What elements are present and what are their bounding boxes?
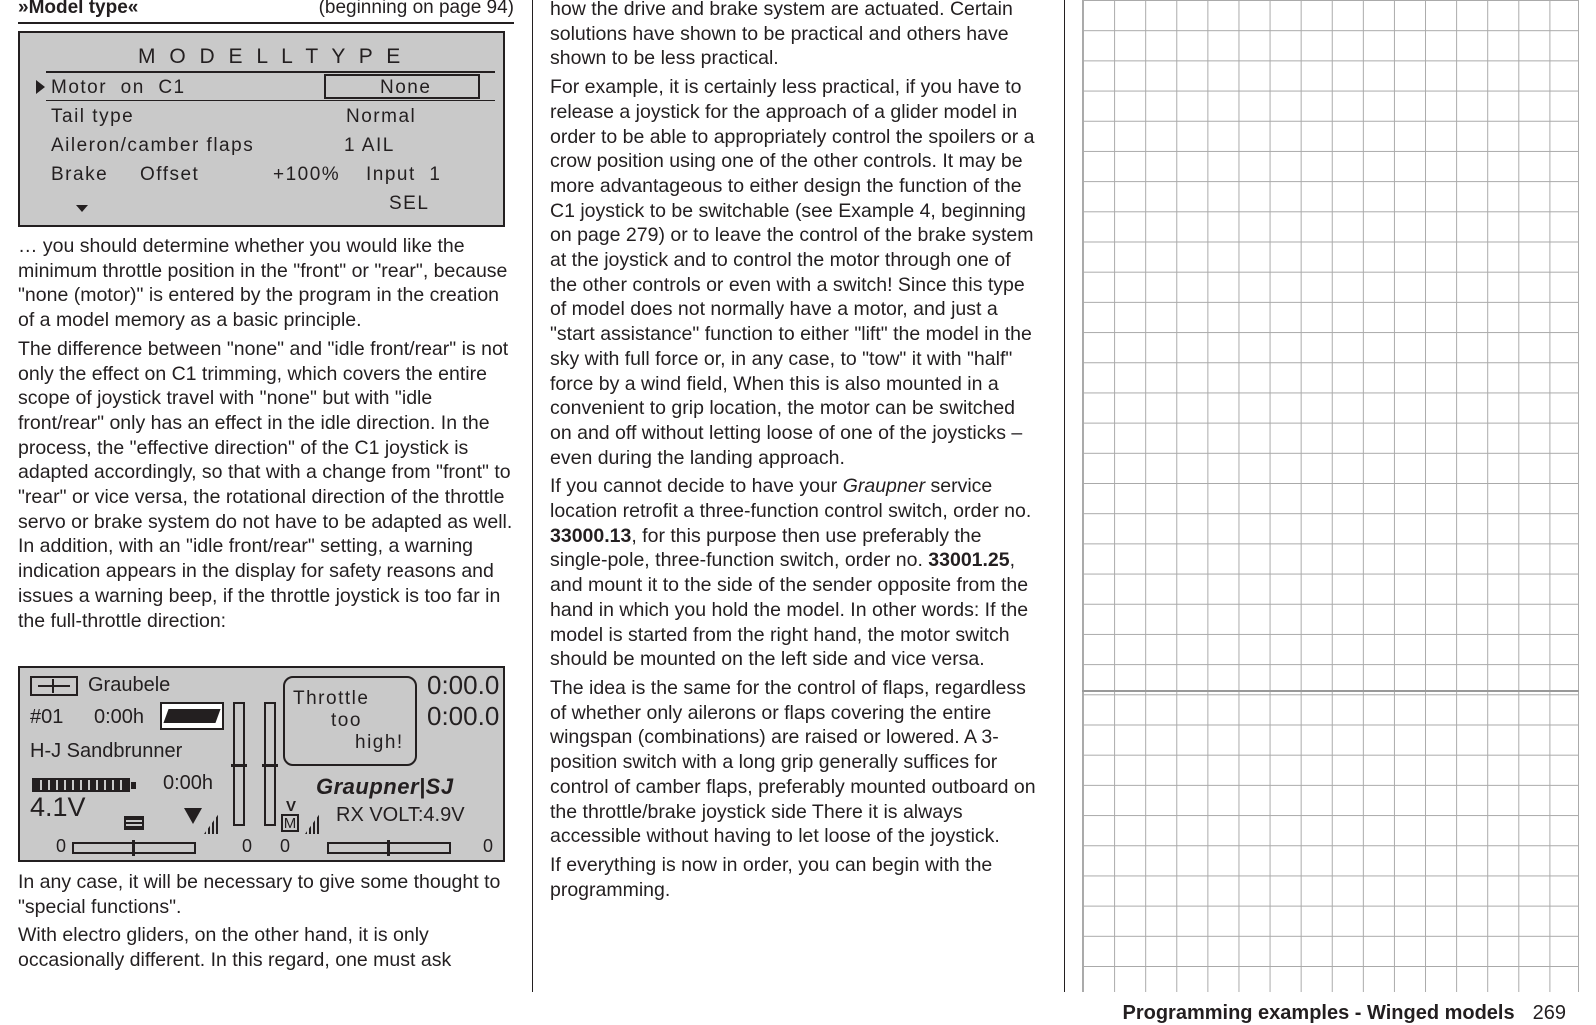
row-brake-input: Input 1 — [366, 164, 442, 185]
order-number: 33001.25 — [928, 549, 1010, 572]
row-motor-value: None — [380, 77, 432, 98]
display-title: M O D E L L T Y P E — [138, 45, 405, 68]
row-aileron-value: 1 AIL — [344, 135, 395, 156]
rx-voltage: RX VOLT:4.9V — [336, 804, 465, 826]
row-tail-value: Normal — [346, 106, 417, 127]
title-underline — [46, 71, 495, 73]
paragraph: … you should determine whether you would like the minimum throttle position in the "front" or "rear", because "none (motor)" is entered by the program in the creation of a model memory as a basic principle. — [18, 235, 508, 332]
transmitter-voltage: 4.1V — [30, 792, 86, 822]
signal-bars-icon — [204, 812, 220, 834]
page-number: 269 — [1532, 1002, 1566, 1024]
trim-zero: 0 — [242, 836, 253, 856]
row-tail-label: Tail type — [51, 106, 135, 127]
order-number: 33000.13 — [550, 524, 632, 547]
v-label: V — [286, 798, 297, 815]
paragraph-order-info: If you cannot decide to have your Graupner service location retrofit a three-function control switch, order no. 33000.13, for this purpose then use preferably the single-pole, three-function switch, order no. 33001.25, and mount it to the side of the sender opposite from the hand in which you hold the model. In other words: If the model is started from the right hand, the motor switch should be mounted on the left side and vice versa. — [550, 475, 1032, 671]
trim-bar-bottom-left — [72, 842, 196, 854]
column-2-text — [550, 0, 1042, 906]
row-separator — [46, 100, 495, 101]
paragraph: The difference between "none" and "idle front/rear" is not only the effect on C1 trimming, which covers the entire scope of joystick travel with "none" but with "idle front/rear" only has an effect in the idle direction. In the process, the "effective direction" of the C1 joystick is adapted accordingly, so that with a change from "front" to "rear" or vice versa, the rotational direction of the throttle servo or brake system do not have to be adapted as well. In addition, with an "idle front/rear" setting, a warning indication appears in the display for safety reasons and issues a warning beep, if the throttle joystick is too far in the full-throttle direction: — [18, 337, 513, 632]
trim-bar-bottom-right — [327, 842, 451, 854]
trim-bar-left — [233, 702, 245, 826]
paragraph: For example, it is certainly less practical, if you have to release a joystick for the approach of a glider model in order to be able to appropriately control the spoilers or a crow position using one of the other controls. It may be more advantageous to either design the function of the C1 joystick to be switchable (see Example 4, beginning on page 279) or to leave the control of the brake system at the joystick and to control the motor through one of the other controls or even with a switch! Since this type of model does not normally have a motor, and just a "start assistance" function to either "lift" the model in the sky with full force or, in any case, to "tow" it with "half" force by a wind field, When this is also mounted in a convenient to grip location, the motor can be switched on and off without letting loose of one of the joysticks – even during the landing approach. — [550, 76, 1035, 469]
column-1-text — [18, 234, 514, 637]
signal-bars-icon — [305, 812, 321, 834]
row-brake-label: Brake — [51, 164, 109, 185]
glider-icon — [30, 676, 78, 696]
row-motor-label: Motor on C1 — [51, 77, 186, 98]
paragraph: The idea is the same for the control of flaps, regardless of whether only ailerons or flaps covering the entire wingspan (combinations) are raised or lowered. A 3-position switch with a long grip generally suffices for control of camber flaps, preferably mounted outboard on the throttle/brake joystick side There it is always accessible without having to let loose of the joystick. — [550, 676, 1036, 848]
warning-line: high! — [355, 732, 404, 753]
model-time: 0:00h — [94, 706, 145, 728]
section-header — [18, 0, 514, 24]
battery-icon — [32, 778, 130, 792]
row-aileron-label: Aileron/camber flaps — [51, 135, 255, 156]
select-softkey[interactable]: SEL — [389, 193, 430, 214]
column-divider — [532, 0, 533, 992]
pilot-name: H-J Sandbrunner — [30, 740, 183, 762]
antenna-icon — [184, 808, 202, 824]
basic-display — [18, 666, 505, 862]
timer-top: 0:00.0 — [427, 670, 500, 700]
fuel-icon — [124, 816, 144, 830]
warning-line: too — [331, 710, 362, 731]
column-1-text-continued — [18, 870, 514, 977]
motor-m-icon: M — [281, 814, 299, 832]
scroll-down-icon — [76, 205, 88, 212]
section-title: »Model type« — [18, 0, 139, 18]
paragraph: how the drive and brake system are actuated. Certain solutions have shown to be practical and others have shown to be less practical. — [550, 0, 1013, 70]
warning-line: Throttle — [293, 688, 370, 709]
page-reference: (beginning on page 94) — [318, 0, 514, 18]
row-brake-percent: +100% — [273, 164, 341, 185]
paragraph: With electro gliders, on the other hand, it is only occasionally different. In this regard, one must ask — [18, 924, 452, 972]
timer-bottom: 0:00.0 — [427, 701, 500, 731]
model-type-display — [18, 31, 505, 227]
row-motor-value-box[interactable] — [324, 74, 480, 99]
hott-logo-icon — [160, 702, 224, 730]
footer-section: Programming examples - Winged models — [1122, 1002, 1515, 1024]
battery-time: 0:00h — [163, 772, 214, 794]
page-footer — [1122, 1002, 1566, 1025]
grid-divider — [1082, 690, 1579, 692]
throttle-warning — [283, 676, 417, 766]
trim-zero: 0 — [280, 836, 291, 856]
paragraph: If everything is now in order, you can begin with the programming. — [550, 853, 993, 901]
row-pointer-icon — [36, 80, 45, 94]
notes-grid — [1082, 0, 1579, 992]
column-divider — [1064, 0, 1065, 992]
paragraph: In any case, it will be necessary to give some thought to "special functions". — [18, 871, 501, 918]
trim-zero: 0 — [483, 836, 494, 856]
trim-bar-right — [264, 702, 276, 826]
graupner-logo: Graupner|SJ — [316, 774, 454, 799]
model-name: Graubele — [88, 674, 171, 696]
brand-name: Graupner — [842, 475, 926, 498]
model-number: #01 — [30, 706, 64, 728]
row-brake-offset: Offset — [140, 164, 200, 185]
trim-zero: 0 — [56, 836, 67, 856]
